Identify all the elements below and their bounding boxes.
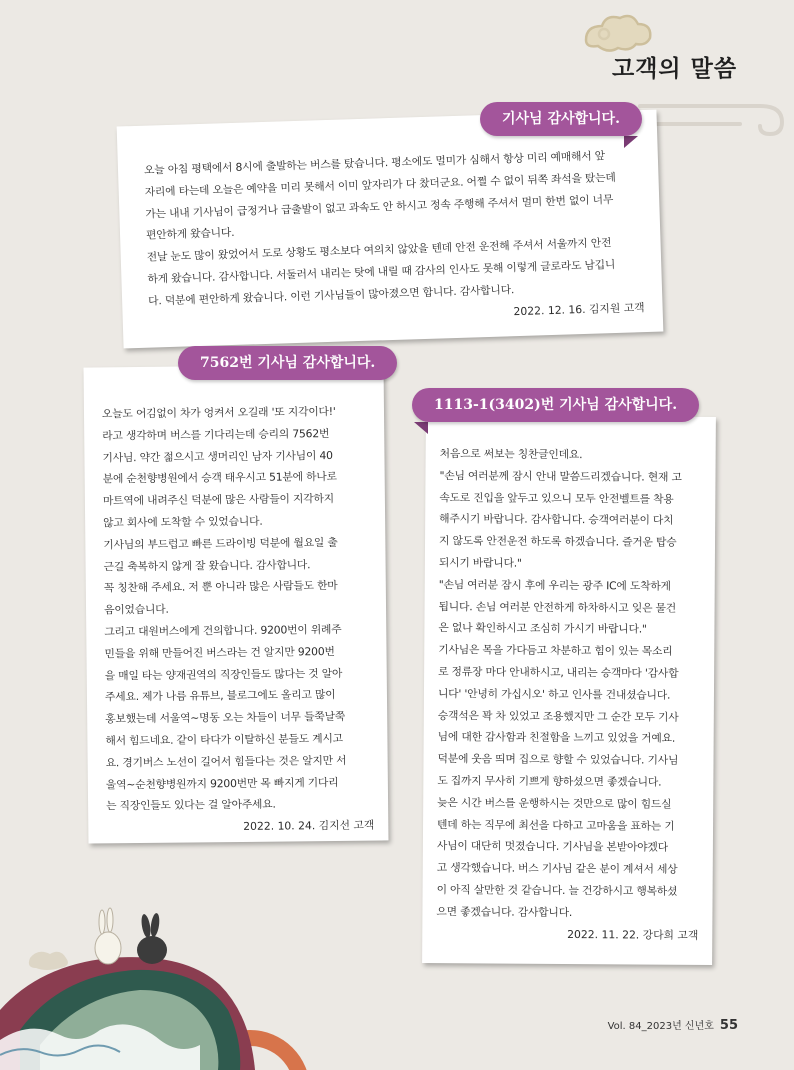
letter-card-3 bbox=[422, 415, 716, 965]
letter-signature-2: 2022. 10. 24. 김지선 고객 bbox=[243, 818, 375, 834]
letter-title-2: 7562번 기사님 감사합니다. bbox=[178, 346, 397, 380]
issue-label: Vol. 84_2023년 신년호 bbox=[607, 1021, 714, 1032]
letter-body-3: 처음으로 써보는 칭찬글인데요. "손님 여러분께 잠시 안내 말씀드리겠습니다. 현재 고 속도로 진입을 앞두고 있으니 모두 안전벨트를 착용 해주시기 바랍니다. 감사합니다. 승객여러분이 다치 지 않도록 안전운전 하도록 하겠습니다. 즐거운 탑승 되시기 바랍니다." "손님 여러분 잠시 후에 우리는 광주 IC에 도착하게 됩니다. 손님 여러분 안전하게 하차하시고 잊은 물건 은 없나 확인하시고 조심히 가시기 바랍니다." 기사님은 목을 가다듬고 차분하고 힘이 있는 목소리 로 정류장 마다 안내하시고, 내리는 승객마다 '감사합 니다' '안녕히 가십시오' 하고 인사를 건내셨습니다. 승객석은 꽉 차 있었고 조용했지만 그 순간 모두 기사 님에 대한 감사함과 친절함을 느끼고 있었을 거예요. 덕분에 웃음 띄며 집으로 향할 수 있었습니다. 기사님 도 집까지 무사히 기쁘게 향하셨으면 좋겠습니다. 늦은 시간 버스를 운행하시는 것만으로 많이 힘드실 텐데 하는 직무에 최선을 다하고 고마움을 표하는 기 사님이 대단히 멋졌습니다. 기사님을 본받아야겠다 고 생각했습니다. 버스 기사님 같은 분이 계셔서 세상 이 아직 살만한 것 같습니다. 늘 건강하시고 행복하셨 으면 좋겠습니다. 감사합니다. bbox=[436, 447, 682, 919]
letter-body-1: 오늘 아침 평택에서 8시에 출발하는 버스를 탔습니다. 평소에도 멀미가 심해서 항상 미리 예매해서 앞 자리에 타는데 오늘은 예약을 미리 못해서 이미 앞자리가 다 찼더군요. 어쩔 수 없이 뒤쪽 좌석을 탔는데 가는 내내 기사님이 급정거나 급출발이 없고 과속도 안 하시고 정속 주행해 주셔서 멀미 한번 없이 너무 편안하게 왔습니다. 전날 눈도 많이 왔었어서 도로 상황도 평소보다 여의치 않았을 텐데 안전 운전해 주셔서 서울까지 안전 하게 왔습니다. 감사합니다. 서둘러서 내리는 탓에 내릴 때 감사의 인사도 못해 이렇게 글로라도 남깁니 다. 덕분에 편안하게 왔습니다. 이런 기사님들이 많아졌으면 합니다. 감사합니다. bbox=[143, 149, 616, 308]
scroll-line-ornament bbox=[640, 106, 782, 134]
dark-rabbit-icon bbox=[137, 913, 167, 964]
ribbon-fold bbox=[624, 136, 638, 148]
letter-signature-3: 2022. 11. 22. 강다희 고객 bbox=[567, 927, 699, 942]
page-number: 55 bbox=[719, 1018, 738, 1033]
letter-title-1: 기사님 감사합니다. bbox=[480, 102, 642, 136]
landscape-illustration bbox=[0, 908, 310, 1070]
letter-card-2 bbox=[84, 364, 389, 843]
letter-signature-1: 2022. 12. 16. 김지원 고객 bbox=[513, 300, 645, 318]
letter-title-3: 1113-1(3402)번 기사님 감사합니다. bbox=[412, 388, 699, 422]
page-title: 고객의 말씀 bbox=[612, 55, 738, 82]
white-rabbit-icon bbox=[95, 908, 121, 964]
letter-body-2: 오늘도 어김없이 차가 엉켜서 오길래 '또 지각이다!' 라고 생각하며 버스를 기다리는데 승리의 7562번 기사님. 약간 젊으시고 생머리인 남자 기사님이 40 분에 순천향병원에서 승객 태우시고 51분에 하나로 마트역에 내려주신 덕분에 많은 사람들이 지각하지 않고 회사에 도착할 수 있었습니다. 기사님의 부드럽고 빠른 드라이빙 덕분에 월요일 출 근길 축복하지 않게 잘 왔습니다. 감사합니다. 꼭 칭찬해 주세요. 저 뿐 아니라 많은 사람들도 한마 음이었습니다. 그리고 대원버스에게 건의합니다. 9200번이 위례주 민들을 위해 만들어진 버스라는 건 알지만 9200번 을 매일 타는 양재권역의 직장인들도 많다는 것 알아 주세요. 제가 나름 유튜브, 블로그에도 올리고 많이 홍보했는데 서울역~명동 오는 차들이 너무 들쭉날쭉 해서 힘드네요. 같이 타다가 이탈하신 분들도 계시고 요. 경기버스 노선이 길어서 힘들다는 것은 알지만 서 울역~순천향병원까지 9200번만 목 빠지게 기다리 는 직장인들도 있다는 걸 알아주세요. bbox=[101, 404, 347, 813]
cloud-ornament-icon bbox=[586, 16, 650, 51]
ribbon-fold bbox=[414, 422, 428, 434]
page-footer bbox=[608, 1017, 738, 1033]
letter-card-1 bbox=[117, 110, 664, 349]
